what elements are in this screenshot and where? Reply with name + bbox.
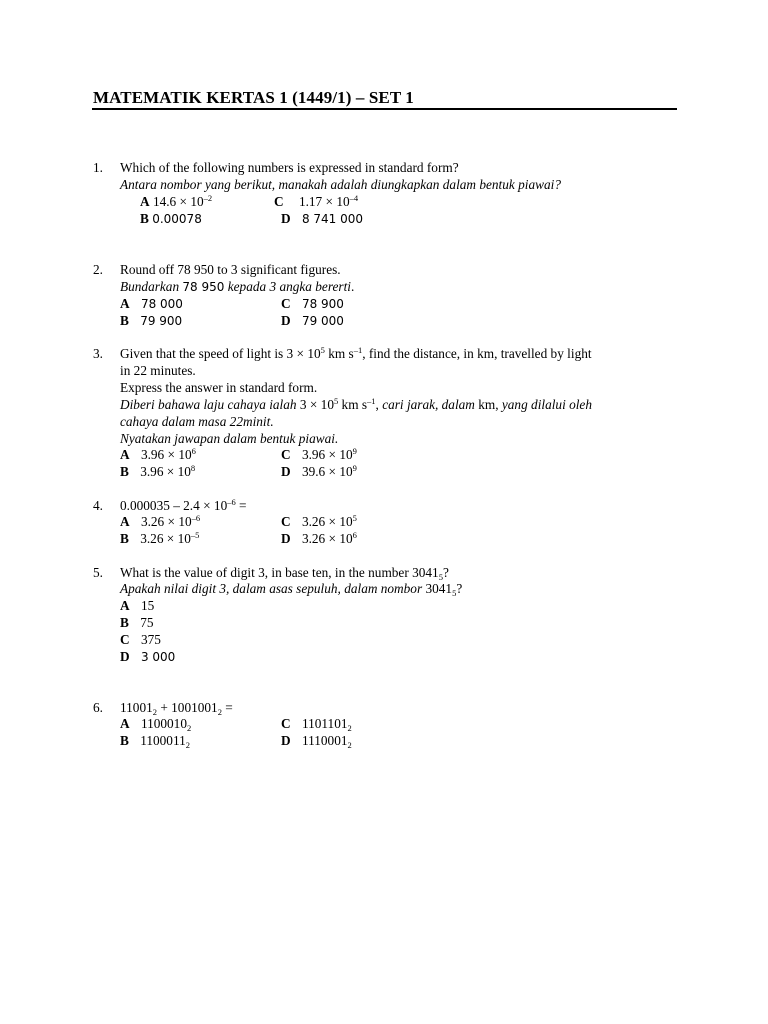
text-part: 3041 bbox=[422, 581, 453, 596]
option-letter: D bbox=[120, 649, 130, 664]
option-subscript: 2 bbox=[347, 740, 352, 750]
option-value bbox=[302, 447, 357, 462]
question-2-text-en: Round off 78 950 to 3 significant figures. bbox=[120, 262, 341, 277]
option-letter: C bbox=[281, 447, 291, 462]
question-1-number: 1. bbox=[93, 160, 103, 175]
question-4-stem bbox=[120, 498, 247, 514]
question-2-option-a bbox=[120, 296, 183, 312]
text-subscript: 5 bbox=[452, 588, 457, 598]
text-subscript: 5 bbox=[438, 572, 443, 582]
option-value: 79 900 bbox=[140, 314, 183, 328]
question-4-number: 4. bbox=[93, 498, 103, 513]
question-5-option-c bbox=[120, 632, 161, 648]
option-letter: D bbox=[281, 464, 291, 479]
text-exponent: 5 bbox=[333, 396, 339, 406]
option-exponent: 6 bbox=[191, 446, 196, 456]
option-value bbox=[141, 514, 200, 529]
option-exponent: –2 bbox=[203, 193, 213, 203]
question-6-option-b bbox=[120, 733, 190, 749]
option-letter: B bbox=[120, 313, 129, 328]
question-1-option-a bbox=[140, 194, 212, 210]
option-value: 375 bbox=[140, 632, 161, 647]
option-letter: C bbox=[281, 716, 291, 731]
option-letter: D bbox=[281, 313, 291, 328]
question-5-text-en bbox=[120, 565, 449, 581]
text-part: = bbox=[221, 700, 233, 715]
text-part: ? bbox=[442, 565, 449, 580]
option-exponent: –6 bbox=[191, 513, 201, 523]
option-letter: A bbox=[120, 447, 130, 462]
question-5-option-b bbox=[120, 615, 154, 631]
page-title: MATEMATIK KERTAS 1 (1449/1) – SET 1 bbox=[93, 88, 414, 107]
question-1-option-b bbox=[140, 211, 202, 227]
question-4-option-b bbox=[120, 531, 199, 547]
option-base: 3.26 × 10 bbox=[301, 531, 353, 546]
question-3-option-a bbox=[120, 447, 196, 463]
option-letter: B bbox=[140, 211, 149, 226]
question-6-number: 6. bbox=[93, 700, 103, 715]
option-value bbox=[140, 733, 190, 748]
text-part: Diberi bahawa laju cahaya ialah bbox=[120, 397, 297, 412]
option-exponent: 5 bbox=[352, 513, 357, 523]
option-value bbox=[302, 514, 357, 529]
text-subscript: 2 bbox=[152, 707, 157, 717]
question-5-option-d bbox=[120, 649, 175, 665]
question-6-option-a bbox=[120, 716, 191, 732]
option-letter: B bbox=[120, 615, 129, 630]
option-letter: A bbox=[120, 716, 130, 731]
option-value: 0.00078 bbox=[152, 212, 202, 226]
option-subscript: 2 bbox=[186, 723, 192, 733]
text-part: , bbox=[375, 397, 383, 412]
option-value: 78 900 bbox=[301, 297, 344, 311]
text-part: kepada 3 angka bererti bbox=[227, 279, 351, 294]
question-3-text-en-line2: in 22 minutes. bbox=[120, 363, 196, 378]
title-underline bbox=[92, 108, 677, 110]
question-4-option-a bbox=[120, 514, 200, 530]
question-5-number: 5. bbox=[93, 565, 103, 580]
text-part: km s bbox=[324, 346, 354, 361]
option-letter: D bbox=[281, 733, 291, 748]
text-part: Given that the speed of light is 3 × 10 bbox=[120, 346, 321, 361]
option-value: 78 000 bbox=[140, 297, 183, 311]
option-value bbox=[141, 447, 196, 462]
text-part: yang dilalui oleh bbox=[501, 397, 592, 412]
option-value bbox=[299, 194, 358, 209]
option-value: 15 bbox=[140, 598, 155, 613]
question-3-option-c bbox=[281, 447, 357, 463]
question-3-text-my-line1 bbox=[120, 397, 592, 413]
option-value: 3 000 bbox=[140, 650, 176, 664]
text-part: km s bbox=[338, 397, 368, 412]
text-exponent: –1 bbox=[353, 345, 363, 355]
text-part: = bbox=[235, 498, 247, 513]
question-5-text-my bbox=[120, 581, 462, 597]
question-2-text-my bbox=[120, 279, 354, 295]
option-base: 3.96 × 10 bbox=[140, 447, 192, 462]
text-exponent: –1 bbox=[367, 396, 376, 406]
option-exponent: –4 bbox=[349, 193, 359, 203]
text-part: What is the value of digit 3, in base ten, in the number 3041 bbox=[120, 565, 439, 580]
text-part: ? bbox=[456, 581, 463, 596]
option-value bbox=[302, 716, 352, 731]
option-subscript: 2 bbox=[185, 740, 191, 750]
option-letter: B bbox=[120, 464, 129, 479]
text-exponent: –6 bbox=[227, 497, 236, 507]
text-part: 0.000035 – 2.4 × 10 bbox=[120, 498, 228, 513]
question-2-option-d bbox=[281, 313, 344, 329]
text-part: Bundarkan bbox=[120, 279, 180, 294]
question-6-option-d bbox=[281, 733, 352, 749]
option-letter: B bbox=[120, 531, 129, 546]
option-subscript: 2 bbox=[347, 723, 352, 733]
question-1-text-en: Which of the following numbers is expressed in standard form? bbox=[120, 160, 459, 175]
option-value: 75 bbox=[140, 615, 154, 630]
question-3-text-en-line1 bbox=[120, 346, 592, 362]
option-value bbox=[141, 716, 191, 731]
option-base: 3.96 × 10 bbox=[140, 464, 191, 479]
option-letter: B bbox=[120, 733, 129, 748]
option-letter: A bbox=[120, 296, 130, 311]
option-value bbox=[302, 733, 352, 748]
text-number: 78 950 bbox=[182, 280, 225, 294]
option-value bbox=[302, 531, 357, 546]
option-letter: D bbox=[281, 211, 291, 226]
option-exponent: 9 bbox=[352, 446, 357, 456]
text-part: 3 × 10 bbox=[299, 397, 334, 412]
text-part: 11001 bbox=[120, 700, 153, 715]
option-letter: A bbox=[120, 514, 130, 529]
text-exponent: 5 bbox=[320, 345, 325, 355]
option-exponent: 9 bbox=[352, 463, 357, 473]
question-4-option-d bbox=[281, 531, 357, 547]
option-letter: D bbox=[281, 531, 291, 546]
option-value: 79 000 bbox=[301, 314, 344, 328]
option-base: 1100011 bbox=[140, 733, 186, 748]
option-exponent: –5 bbox=[190, 530, 200, 540]
question-3-option-b bbox=[120, 464, 195, 480]
option-base: 1100010 bbox=[140, 716, 187, 731]
question-5-option-a bbox=[120, 598, 154, 614]
option-base: 3.96 × 10 bbox=[301, 447, 353, 462]
question-3-option-d bbox=[281, 464, 357, 480]
option-exponent: 6 bbox=[352, 530, 357, 540]
question-6-option-c bbox=[281, 716, 352, 732]
option-base: 1101101 bbox=[301, 716, 348, 731]
question-1-option-c bbox=[274, 194, 358, 210]
question-2-option-b bbox=[120, 313, 182, 329]
question-3-number: 3. bbox=[93, 346, 103, 361]
question-1-option-d bbox=[281, 211, 363, 227]
question-6-stem bbox=[120, 700, 233, 716]
option-letter: C bbox=[120, 632, 130, 647]
option-letter: C bbox=[274, 194, 284, 209]
question-2-number: 2. bbox=[93, 262, 103, 277]
option-base: 1.17 × 10 bbox=[298, 194, 350, 209]
text-part: , find the distance, in km, travelled by light bbox=[362, 346, 592, 361]
text-part: Apakah nilai digit 3, dalam asas sepuluh, dalam nombor bbox=[120, 581, 423, 596]
question-2-option-c bbox=[281, 296, 344, 312]
option-value bbox=[302, 464, 357, 479]
question-3-text-en-line3: Express the answer in standard form. bbox=[120, 380, 318, 395]
option-value: 8 741 000 bbox=[301, 212, 364, 226]
option-letter: A bbox=[140, 194, 150, 209]
option-base: 14.6 × 10 bbox=[152, 194, 204, 209]
question-3-text-my-line3: Nyatakan jawapan dalam bentuk piawai. bbox=[120, 431, 339, 446]
text-subscript: 2 bbox=[217, 707, 222, 717]
option-base: 3.26 × 10 bbox=[301, 514, 353, 529]
question-3-text-my-line2: cahaya dalam masa 22minit. bbox=[120, 414, 274, 429]
question-1-text-my: Antara nombor yang berikut, manakah adalah diungkapkan dalam bentuk piawai? bbox=[120, 177, 561, 192]
option-letter: C bbox=[281, 514, 291, 529]
option-base: 1110001 bbox=[301, 733, 348, 748]
text-part: + 1001001 bbox=[157, 700, 218, 715]
option-base: 3.26 × 10 bbox=[140, 514, 192, 529]
option-value bbox=[140, 531, 199, 546]
option-value bbox=[140, 464, 195, 479]
text-part: . bbox=[350, 279, 355, 294]
question-4-option-c bbox=[281, 514, 357, 530]
text-part: km, bbox=[474, 397, 502, 412]
text-part: cari jarak, dalam bbox=[382, 397, 475, 412]
option-letter: C bbox=[281, 296, 291, 311]
option-base: 39.6 × 10 bbox=[301, 464, 353, 479]
option-base: 3.26 × 10 bbox=[140, 531, 191, 546]
option-value bbox=[153, 194, 212, 209]
option-exponent: 8 bbox=[190, 463, 196, 473]
option-letter: A bbox=[120, 598, 130, 613]
